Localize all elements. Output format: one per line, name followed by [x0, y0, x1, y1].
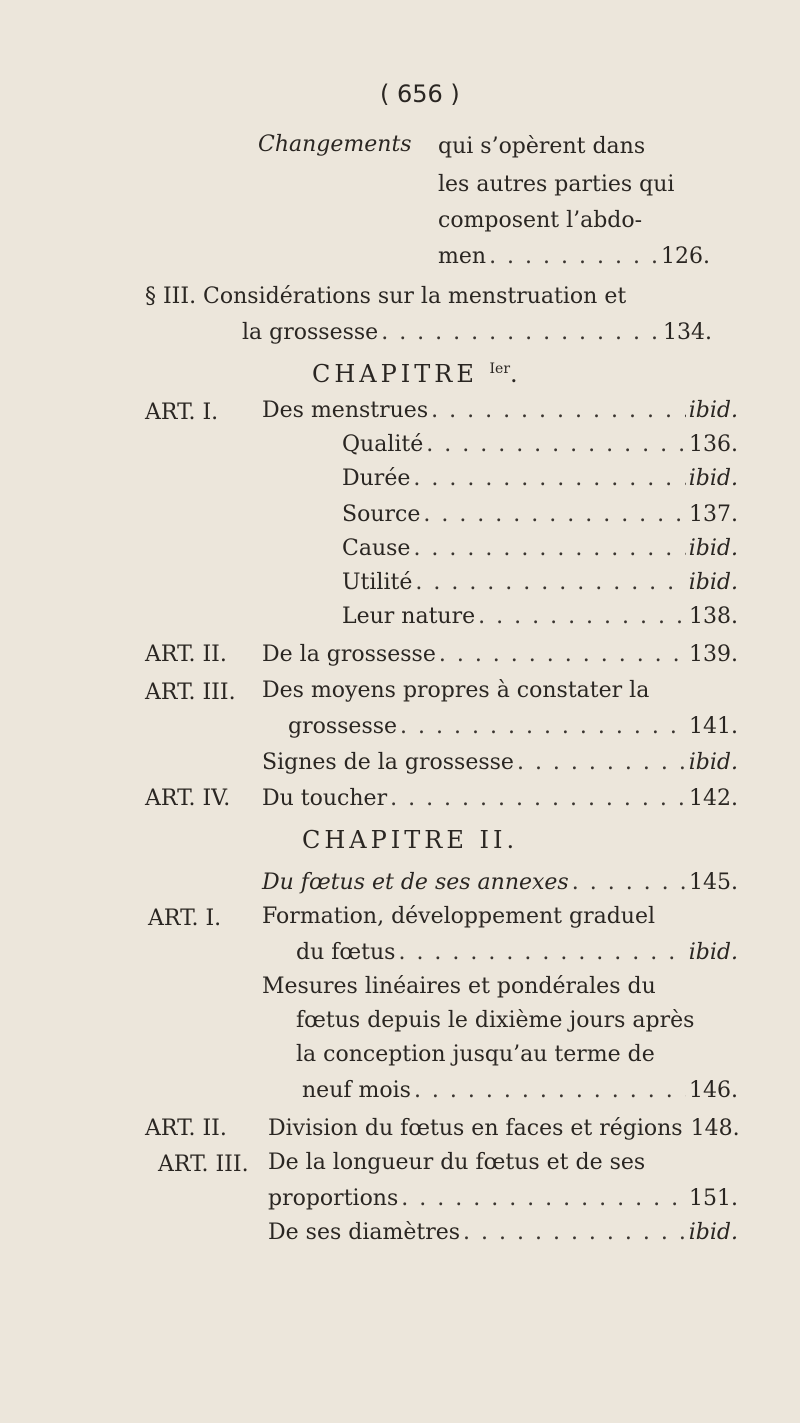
entry-label: Du toucher — [262, 786, 388, 811]
toc-entry — [262, 398, 738, 423]
dot-leader — [489, 244, 658, 269]
entry-page: ibid. — [688, 750, 738, 775]
entry-page: ibid. — [688, 1220, 738, 1245]
entry-label: grossesse — [288, 714, 398, 739]
entry-page: 142. — [689, 786, 738, 811]
entry-label: la grossesse — [242, 320, 379, 345]
ch2-e3-line2: fœtus depuis le dixième jours après — [296, 1008, 695, 1033]
entry-label: Signes de la grossesse — [262, 750, 514, 775]
dot-leader — [478, 604, 686, 629]
toc-entry — [268, 1116, 738, 1141]
dot-leader — [463, 1220, 686, 1245]
entry-label: Du fœtus et de ses annexes — [262, 870, 569, 895]
ch2-art1-label: ART. I. — [148, 906, 222, 931]
entry-label: Des menstrues — [262, 398, 429, 423]
dot-leader — [413, 466, 685, 491]
entry-label: men — [438, 244, 487, 269]
toc-entry — [268, 1186, 738, 1211]
dot-leader — [381, 320, 660, 345]
ch2-e3-line3: la conception jusqu’au terme de — [296, 1042, 655, 1067]
section3-entry — [242, 320, 712, 345]
intro-entry — [438, 244, 710, 269]
entry-page: 138. — [689, 604, 738, 629]
entry-label: proportions — [268, 1186, 399, 1211]
toc-entry — [342, 536, 738, 561]
entry-page: ibid. — [688, 940, 738, 965]
entry-label: Qualité — [342, 432, 424, 457]
entry-label: Division du fœtus en faces et régions — [268, 1116, 683, 1141]
ch2-e3-line1: Mesures linéaires et pondérales du — [262, 974, 656, 999]
chapter1-heading — [312, 360, 522, 388]
entry-label: Utilité — [342, 570, 413, 595]
dot-leader — [423, 502, 686, 527]
toc-entry — [342, 466, 738, 491]
toc-entry — [342, 604, 738, 629]
toc-entry — [262, 870, 738, 895]
dot-leader — [517, 750, 686, 775]
ch2-art1-line1: Formation, développement graduel — [262, 904, 656, 929]
entry-page: ibid. — [688, 466, 738, 491]
toc-entry — [302, 1078, 738, 1103]
ch2-art2-label: ART. II. — [145, 1116, 227, 1141]
chapter1-suffix: . — [510, 360, 522, 388]
toc-entry — [288, 714, 738, 739]
page-number: ( 656 ) — [380, 80, 460, 108]
dot-leader — [572, 870, 686, 895]
ch2-art3-label: ART. III. — [158, 1152, 249, 1177]
chapter1-numeral: Ier — [489, 361, 511, 377]
entry-label: De la grossesse — [262, 642, 436, 667]
dot-leader — [414, 1078, 686, 1103]
dot-leader — [426, 432, 686, 457]
entry-page: 136. — [689, 432, 738, 457]
entry-page: 148. — [690, 1116, 740, 1141]
chapter2-heading: CHAPITRE II. — [302, 826, 519, 854]
dot-leader — [431, 398, 686, 423]
intro-line1: qui s’opèrent dans — [438, 134, 646, 159]
entry-label: De ses diamètres — [268, 1220, 461, 1245]
dot-leader — [400, 714, 686, 739]
ch2-art3-line1: De la longueur du fœtus et de ses — [268, 1150, 646, 1175]
dot-leader — [401, 1186, 686, 1211]
entry-label: Source — [342, 502, 421, 527]
intro-line3: composent l’abdo- — [438, 208, 643, 233]
entry-label: Leur nature — [342, 604, 476, 629]
entry-page: 151. — [689, 1186, 738, 1211]
toc-entry — [262, 786, 738, 811]
toc-entry — [342, 432, 738, 457]
entry-page: 146. — [689, 1078, 738, 1103]
art2-label: ART. II. — [145, 642, 227, 667]
art3-line1: Des moyens propres à constater la — [262, 678, 650, 703]
entry-page: ibid. — [688, 570, 738, 595]
entry-label: neuf mois — [302, 1078, 411, 1103]
toc-entry — [262, 642, 738, 667]
dot-leader — [398, 940, 685, 965]
entry-page: 139. — [689, 642, 738, 667]
entry-label: du fœtus — [296, 940, 396, 965]
dot-leader — [390, 786, 686, 811]
dot-leader — [415, 570, 685, 595]
toc-entry — [342, 502, 738, 527]
entry-page: 137. — [689, 502, 738, 527]
entry-page: ibid. — [688, 398, 738, 423]
dot-leader — [413, 536, 685, 561]
intro-italic-word: Changements — [258, 132, 412, 157]
art1-label: ART. I. — [145, 400, 219, 425]
section3-heading: § III. Considérations sur la menstruation et — [145, 284, 627, 309]
entry-page: 145. — [689, 870, 738, 895]
entry-page: 141. — [689, 714, 738, 739]
art3-label: ART. III. — [145, 680, 236, 705]
entry-label: Cause — [342, 536, 411, 561]
entry-page: ibid. — [688, 536, 738, 561]
entry-label: Durée — [342, 466, 411, 491]
toc-entry — [342, 570, 738, 595]
intro-line2: les autres parties qui — [438, 172, 675, 197]
dot-leader — [439, 642, 686, 667]
entry-page: 134. — [663, 320, 712, 345]
toc-entry — [262, 750, 738, 775]
entry-page: 126. — [661, 244, 710, 269]
toc-entry — [296, 940, 738, 965]
art4-label: ART. IV. — [145, 786, 231, 811]
chapter1-title: CHAPITRE — [312, 360, 478, 388]
toc-entry — [268, 1220, 738, 1245]
